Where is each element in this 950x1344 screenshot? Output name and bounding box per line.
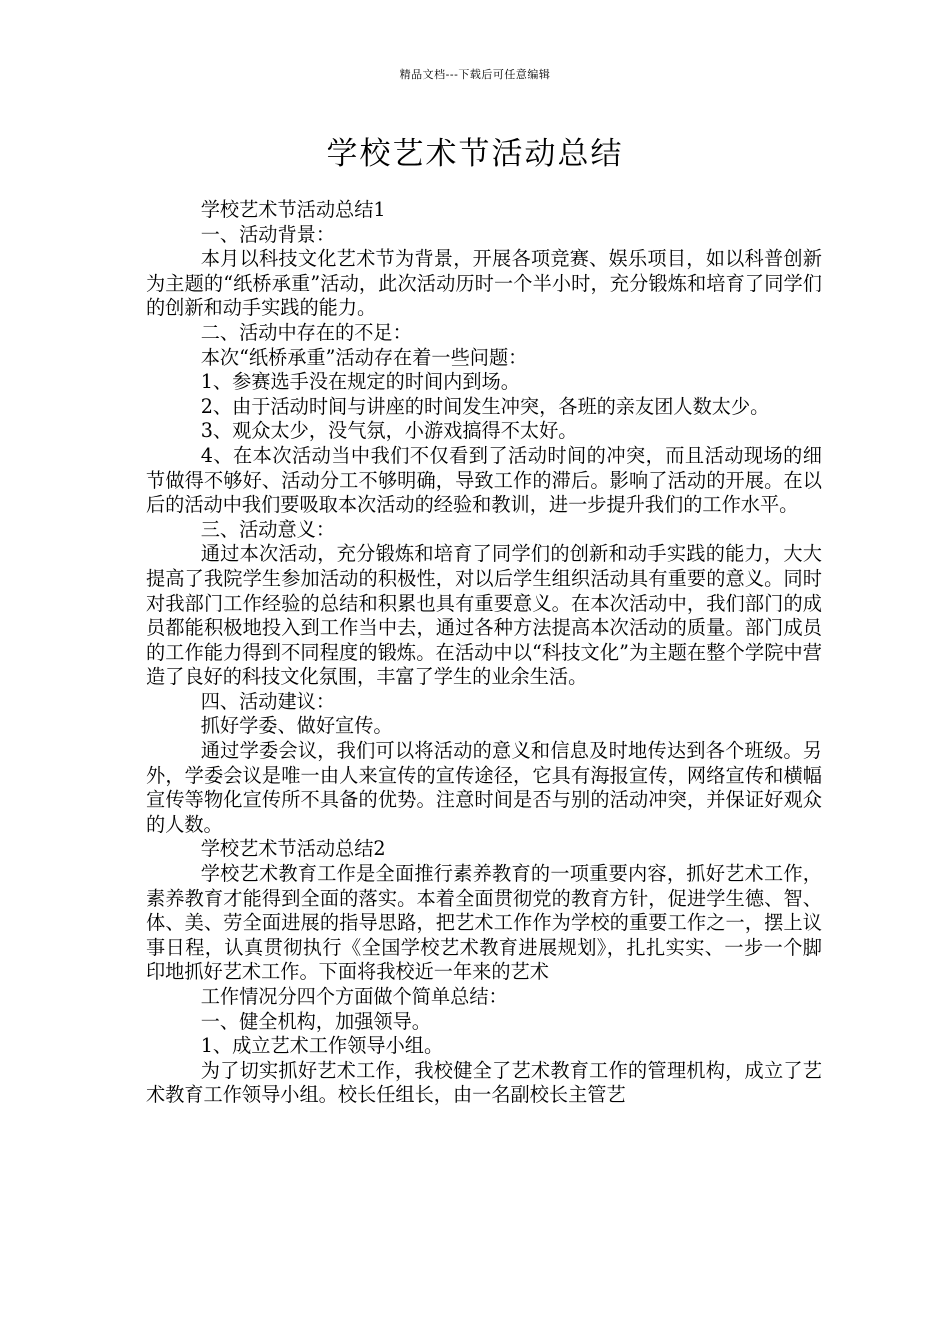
document-title: 学校艺术节活动总结 (326, 136, 624, 172)
list-item: 1、参赛选手没在规定的时间内到场。 (200, 370, 520, 394)
paragraph: 通过学委会议，我们可以将活动的意义和信息及时地传达到各个班级。另外，学委会议是唯一由人来宣传的宣传途径，它具有海报宣传，网络宣传和横幅宣传等物化宣传所不具备的优势。注意时间是否与别的活动冲突，并保证好观众的人数。 (146, 739, 822, 836)
subheading: 1、成立艺术工作领导小组。 (200, 1034, 444, 1058)
paragraph: 为了切实抓好艺术工作，我校健全了艺术教育工作的管理机构，成立了艺术教育工作领导小组。校长任组长，由一名副校长主管艺 (146, 1058, 822, 1107)
list-item: 3、观众太少，没气氛，小游戏搞得不太好。 (200, 419, 578, 443)
list-item: 4、在本次活动当中我们不仅看到了活动时间的冲突，而且活动现场的细节做得不够好、活动分工不够明确，导致工作的滞后。影响了活动的开展。在以后的活动中我们要吸取本次活动的经验和教训，进一步提升我们的工作水平。 (146, 443, 822, 517)
subheading: 二、活动中存在的不足： (200, 320, 412, 344)
header-note: 精品文档---下载后可任意编辑 (399, 68, 551, 81)
section-heading: 学校艺术节活动总结2 (200, 837, 386, 861)
paragraph: 抓好学委、做好宣传。 (200, 714, 393, 738)
paragraph: 本次“纸桥承重”活动存在着一些问题： (200, 345, 528, 369)
subheading: 一、健全机构，加强领导。 (200, 1009, 431, 1033)
document-body (146, 198, 822, 1108)
list-item: 2、由于活动时间与讲座的时间发生冲突，各班的亲友团人数太少。 (200, 394, 770, 418)
section-heading: 学校艺术节活动总结1 (200, 198, 386, 221)
subheading: 三、活动意义： (200, 517, 336, 541)
paragraph: 工作情况分四个方面做个简单总结： (200, 985, 508, 1008)
paragraph: 本月以科技文化艺术节为背景，开展各项竞赛、娱乐项目，如以科普创新为主题的“纸桥承重”活动，此次活动历时一个半小时，充分锻炼和培育了同学们的创新和动手实践的能力。 (146, 247, 822, 320)
paragraph: 通过本次活动，充分锻炼和培育了同学们的创新和动手实践的能力，大大提高了我院学生参加活动的积极性，对以后学生组织活动具有重要的意义。同时对我部门工作经验的总结和积累也具有重要意义。在本次活动中，我们部门的成员都能积极地投入到工作当中去，通过各种方法提高本次活动的质量。部门成员的工作能力得到不同程度的锻炼。在活动中以“科技文化”为主题在整个学院中营造了良好的科技文化氛围，丰富了学生的业余生活。 (146, 542, 822, 689)
paragraph: 学校艺术教育工作是全面推行素养教育的一项重要内容，抓好艺术工作，素养教育才能得到全面的落实。本着全面贯彻党的教育方针，促进学生德、智、体、美、劳全面进展的指导思路，把艺术工作作为学校的重要工作之一，摆上议事日程，认真贯彻执行《全国学校艺术教育进展规划》，扎扎实实、一步一个脚印地抓好艺术工作。下面将我校近一年来的艺术 (146, 862, 822, 984)
subheading: 一、活动背景： (200, 222, 336, 246)
subheading: 四、活动建议： (200, 689, 336, 713)
